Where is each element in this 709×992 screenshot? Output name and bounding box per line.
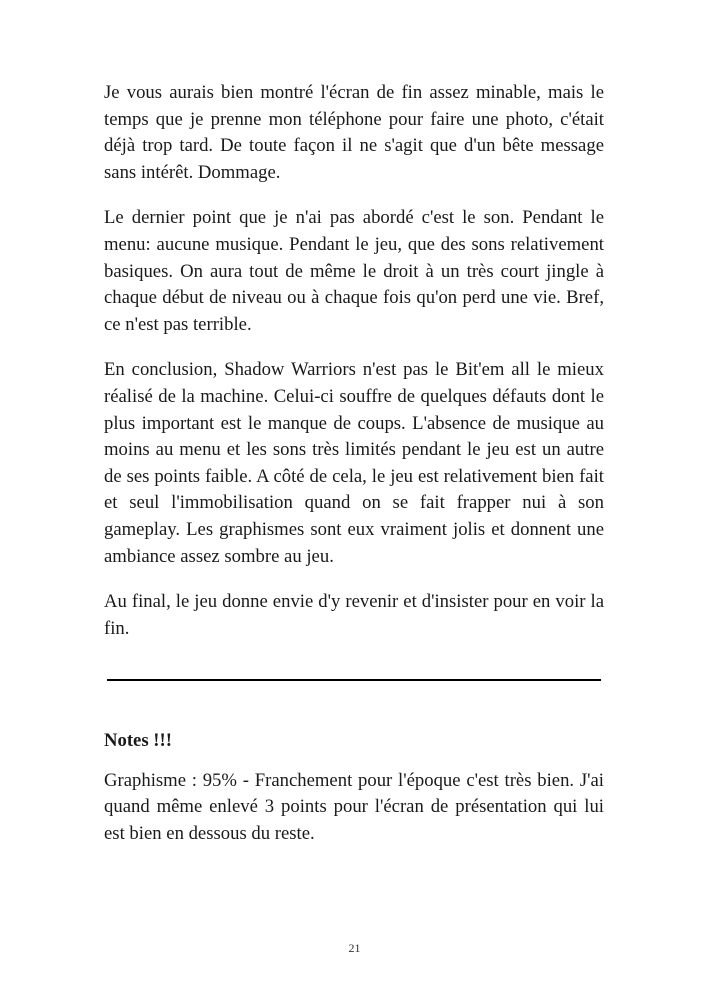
horizontal-divider <box>107 679 601 681</box>
notes-heading: Notes !!! <box>104 730 172 751</box>
paragraph-sound: Le dernier point que je n'ai pas abordé c'est le son. Pendant le menu: aucune musique. Pendant le jeu, que des sons relativement basiques. On aura tout de même le droit à un très court jingle à chaque début de niveau ou à chaque fois qu'on perd une vie. Bref, ce n'est pas terrible. <box>104 207 604 335</box>
paragraph-ending-screen: Je vous aurais bien montré l'écran de fin assez minable, mais le temps que je prenne mon téléphone pour faire une photo, c'était déjà trop tard. De toute façon il ne s'agit que d'un bête message sans intérêt. Dommage. <box>104 82 604 183</box>
paragraph-conclusion: En conclusion, Shadow Warriors n'est pas le Bit'em all le mieux réalisé de la machine. Celui-ci souffre de quelques défauts dont le plus important est le manque de coups. L'absence de musique au moins au menu et les sons très limités pendant le jeu est un autre de ses points faible. A côté de cela, le jeu est relativement bien fait et seul l'immobilisation quand on se fait frapper nui à son gameplay. Les graphismes sont eux vraiment jolis et donnent une ambiance assez sombre au jeu. <box>104 359 604 567</box>
paragraph-final: Au final, le jeu donne envie d'y revenir et d'insister pour en voir la fin. <box>104 591 604 639</box>
notes-graphisme: Graphisme : 95% - Franchement pour l'époque c'est très bien. J'ai quand même enlevé 3 points pour l'écran de présentation qui lui est bien en dessous du reste. <box>104 769 604 844</box>
body-text <box>104 80 604 661</box>
notes-section <box>104 728 604 847</box>
page-number: 21 <box>348 941 361 955</box>
